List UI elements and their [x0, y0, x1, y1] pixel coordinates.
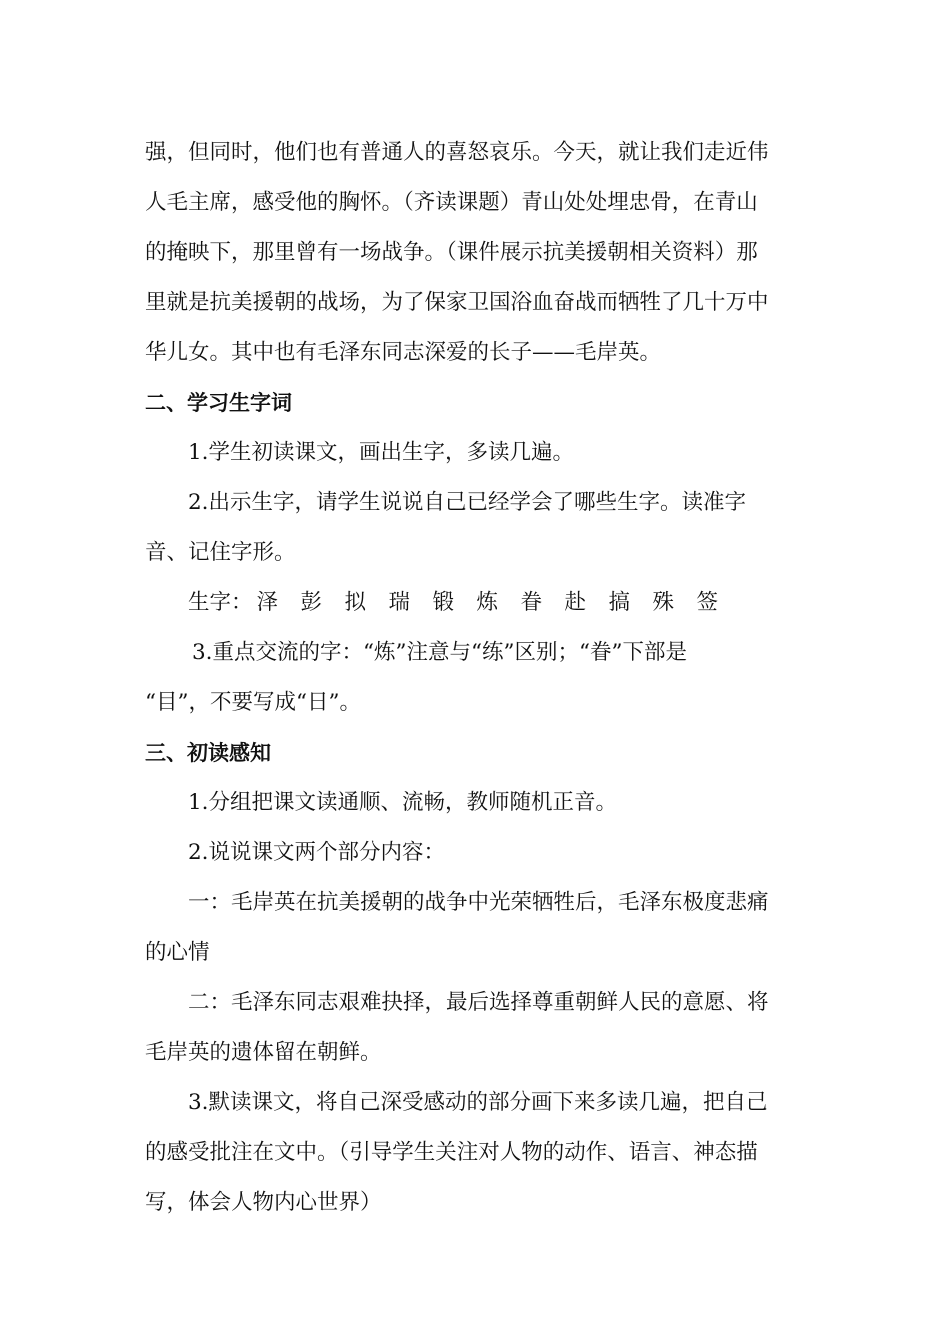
intro-line-2: 人毛主席，感受他的胸怀。（齐读课题）青山处处埋忠骨，在青山 — [145, 190, 758, 215]
reading-item-3-line-2: 的感受批注在文中。（引导学生关注对人物的动作、语言、神态描 — [145, 1140, 758, 1165]
reading-item-2: 2.说说课文两个部分内容： — [188, 840, 446, 865]
new-character: 锻 — [432, 590, 455, 615]
vocab-item-3-line-2: “目”，不要写成“日”。 — [145, 690, 361, 715]
reading-item-3-line-3: 写，体会人物内心世界） — [145, 1190, 382, 1215]
reading-part-2-line-2: 毛岸英的遗体留在朝鲜。 — [145, 1040, 382, 1065]
intro-line-1: 强，但同时，他们也有普通人的喜怒哀乐。今天，就让我们走近伟 — [145, 140, 769, 165]
reading-item-3-line-1: 3.默读课文，将自己深受感动的部分画下来多读几遍，把自己 — [188, 1090, 768, 1115]
document-page — [145, 128, 807, 1228]
reading-part-1-line-2: 的心情 — [145, 940, 210, 965]
intro-line-3: 的掩映下，那里曾有一场战争。（课件展示抗美援朝相关资料）那 — [145, 240, 758, 265]
intro-line-5: 华儿女。其中也有毛泽东同志深爱的长子——毛岸英。 — [145, 340, 662, 365]
section-heading-first-reading: 三、初读感知 — [145, 741, 271, 765]
reading-part-1-line-1: 一：毛岸英在抗美援朝的战争中光荣牺牲后，毛泽东极度悲痛 — [188, 890, 769, 915]
intro-line-4: 里就是抗美援朝的战场，为了保家卫国浴血奋战而牺牲了几十万中 — [145, 290, 769, 315]
new-character: 搞 — [608, 590, 631, 615]
new-character: 赴 — [564, 590, 587, 615]
new-character: 彭 — [300, 590, 323, 615]
new-characters-line — [145, 578, 807, 628]
new-character: 签 — [696, 590, 719, 615]
vocab-item-1: 1.学生初读课文，画出生字，多读几遍。 — [188, 440, 575, 465]
new-character: 炼 — [476, 590, 499, 615]
vocab-item-2-line-1: 2.出示生字，请学生说说自己已经学会了哪些生字。读准字 — [188, 490, 747, 515]
vocab-item-2-line-2: 音、记住字形。 — [145, 540, 296, 565]
reading-item-1: 1.分组把课文读通顺、流畅，教师随机正音。 — [188, 790, 618, 815]
new-character: 泽 — [256, 590, 279, 615]
section-heading-vocabulary: 二、学习生字词 — [145, 391, 292, 415]
new-character: 瑞 — [388, 590, 411, 615]
new-character: 眷 — [520, 590, 543, 615]
reading-part-2-line-1: 二：毛泽东同志艰难抉择，最后选择尊重朝鲜人民的意愿、将 — [188, 990, 769, 1015]
new-characters-label: 生字： — [188, 590, 253, 615]
vocab-item-3-line-1: 3.重点交流的字：“炼”注意与“练”区别；“眷”下部是 — [192, 640, 687, 665]
new-character: 殊 — [652, 590, 675, 615]
new-character: 拟 — [344, 590, 367, 615]
